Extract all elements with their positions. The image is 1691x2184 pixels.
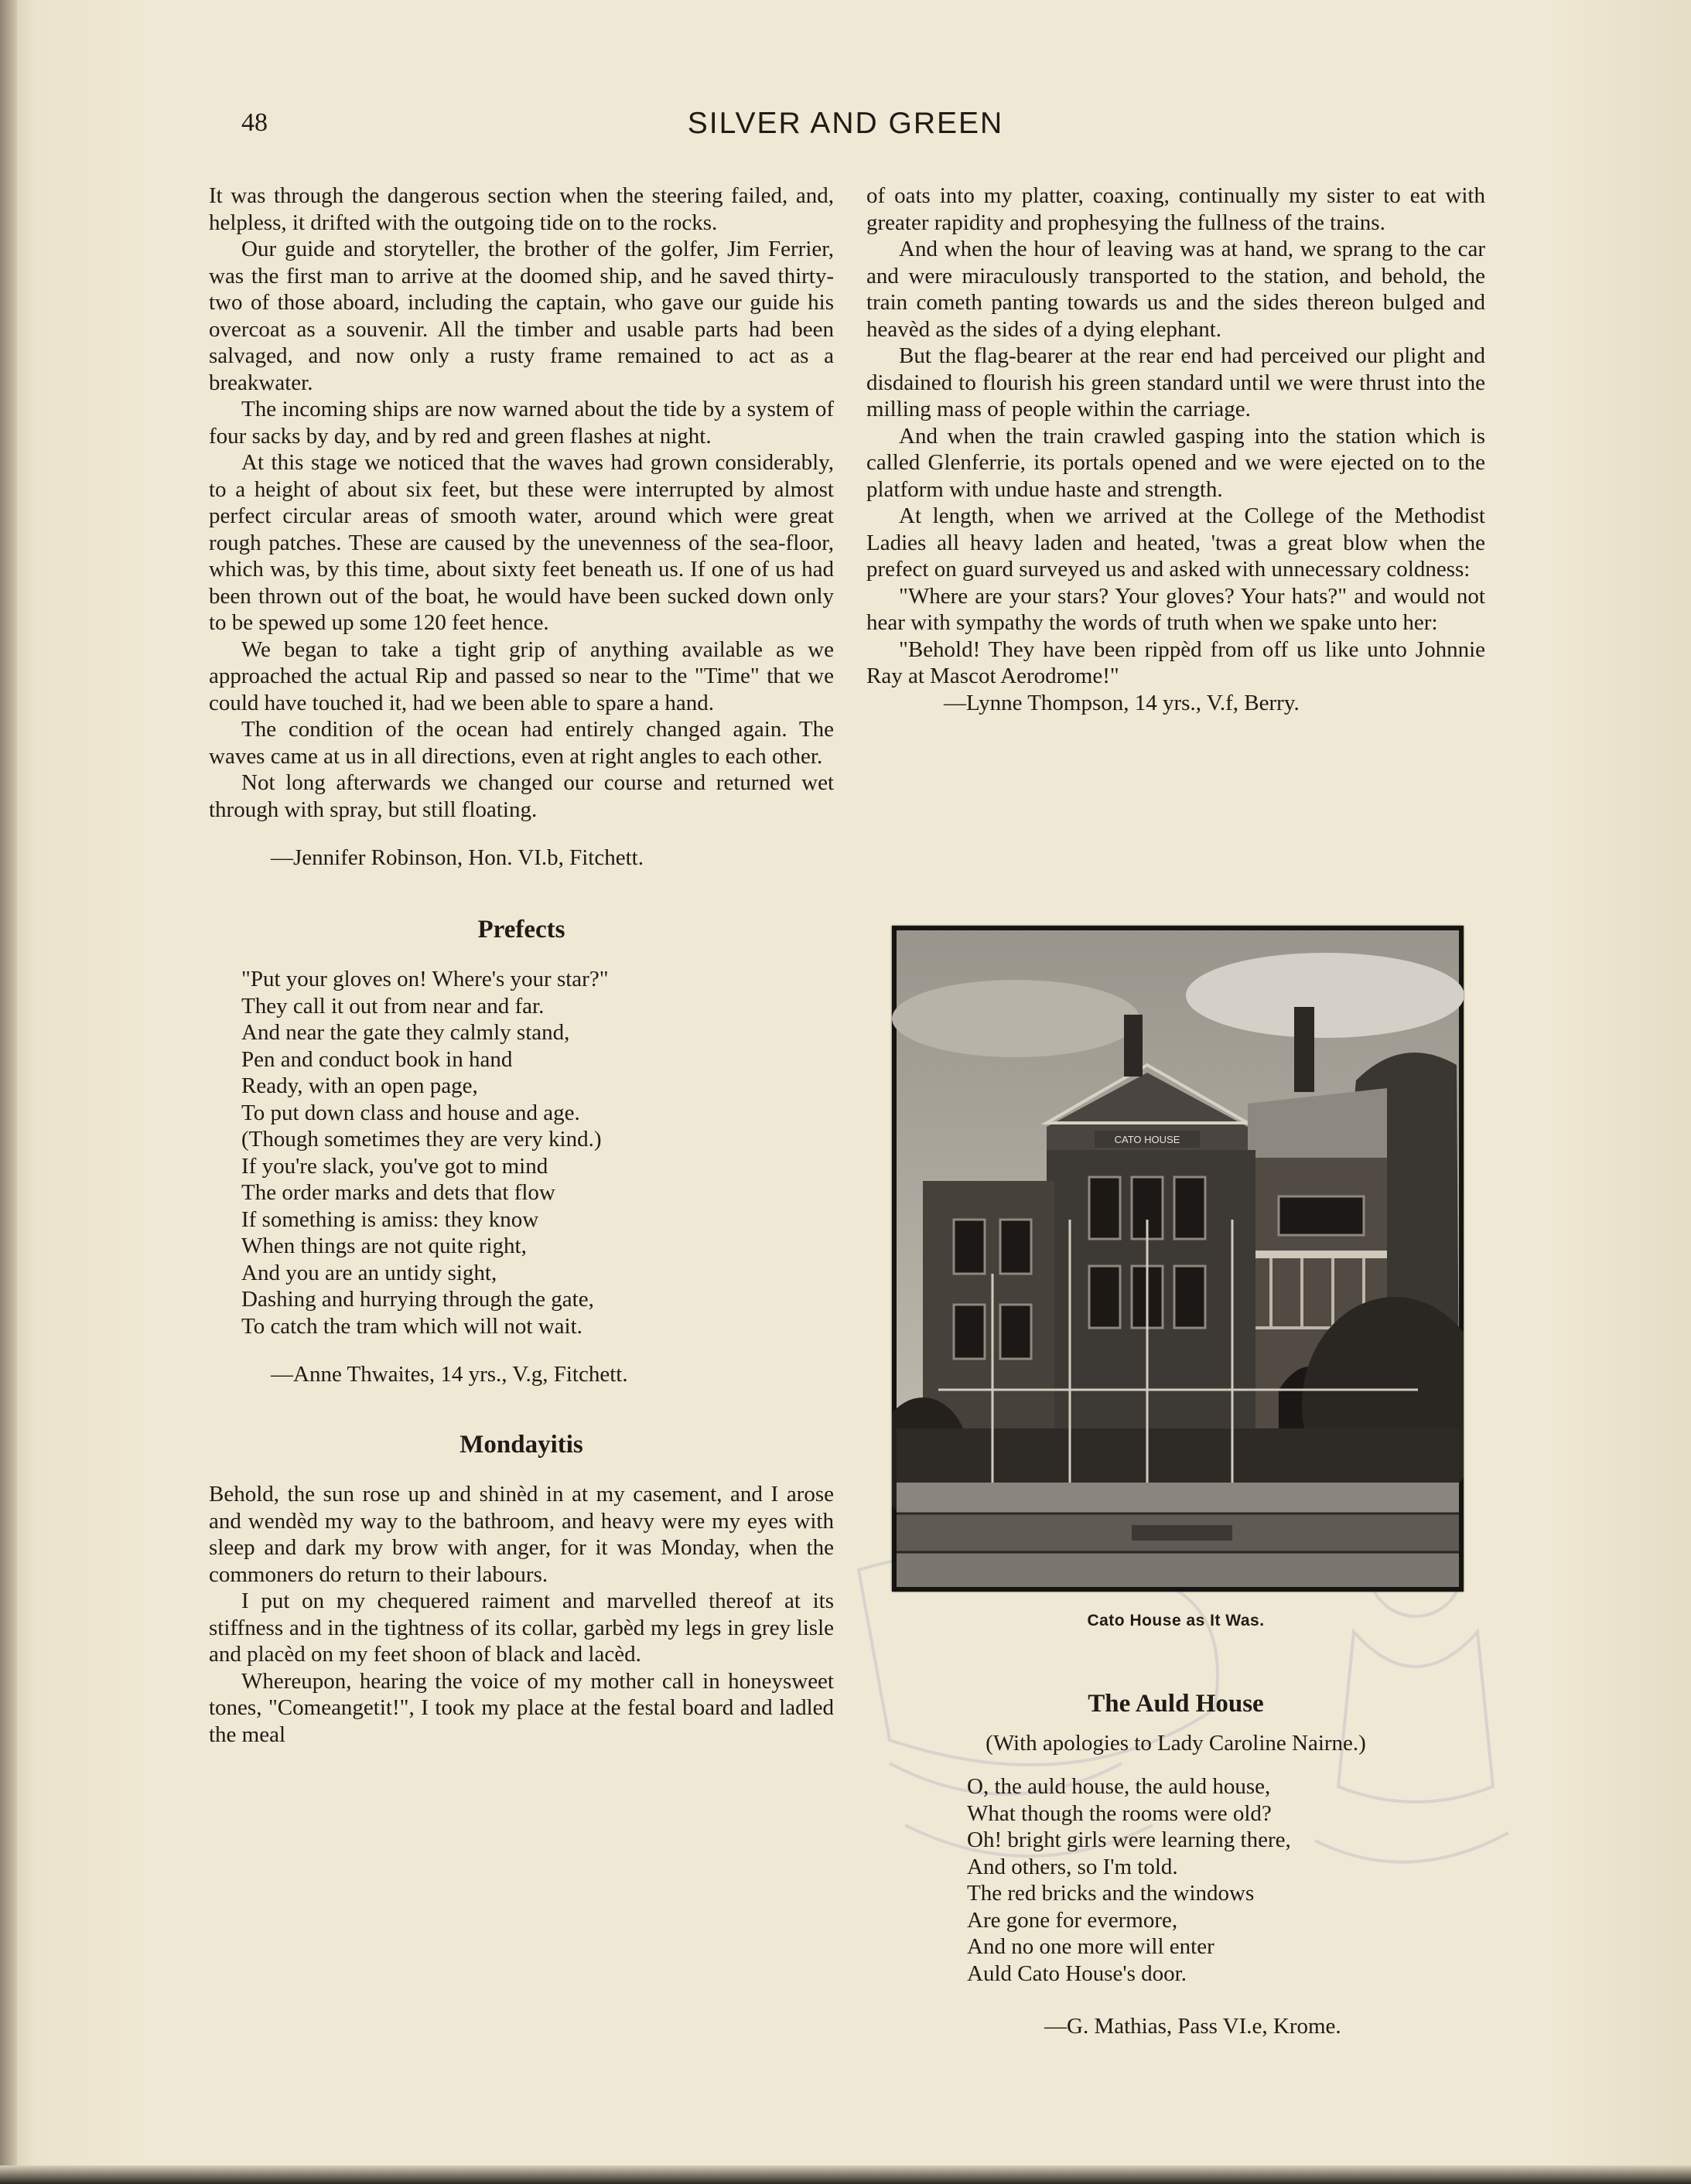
page-number: 48 — [241, 108, 268, 137]
cato-house-sign: CATO HOUSE — [1114, 1134, 1180, 1145]
prefects-title: Prefects — [477, 915, 565, 944]
auld-house-poem — [866, 1691, 1485, 2040]
poem-line: And near the gate they calmly stand, — [241, 1020, 570, 1045]
mondayitis-signature: —Lynne Thompson, 14 yrs., V.f, Berry. — [944, 690, 1300, 715]
poem-line: If you're slack, you've got to mind — [241, 1153, 548, 1179]
mondayitis-paragraph: At length, when we arrived at the College of the Methodist Ladies all heavy laden and heated, 'twas a great blow when the prefect on guard surveyed us and asked with unnecessary coldness: — [866, 503, 1485, 582]
right-column — [866, 183, 1485, 716]
mondayitis-paragraph: "Where are your stars? Your gloves? Your hats?" and would not hear with sympathy the words of truth when we spake unto her: — [866, 583, 1485, 635]
poem-line: Oh! bright girls were learning there, — [967, 1827, 1291, 1852]
page-bottom-edge — [0, 2165, 1691, 2184]
poem-line: (Though sometimes they are very kind.) — [241, 1127, 602, 1152]
mondayitis-title: Mondayitis — [459, 1430, 583, 1459]
rip-paragraph: At this stage we noticed that the waves had grown considerably, to a height of about six feet, but these were interrupted by almost perfect circular areas of smooth water, around which were great rough patches. These are caused by the unevenness of the sea-floor, which was, by this time, about sixty feet beneath us. If one of us had been thrown out of the boat, he would have been sucked down only to be spewed up some 120 feet hence. — [209, 450, 834, 635]
running-title: SILVER AND GREEN — [687, 107, 1004, 140]
rip-paragraph: The incoming ships are now warned about the tide by a system of four sacks by day, and by red and green flashes at night. — [209, 397, 834, 449]
prefects-poem — [209, 916, 834, 1388]
poem-line: "Put your gloves on! Where's your star?" — [241, 967, 609, 991]
poem-line: And no one more will enter — [967, 1934, 1214, 1959]
poem-line: They call it out from near and far. — [241, 993, 545, 1019]
mondayitis-paragraph: "Behold! They have been rippèd from off us like unto Johnnie Ray at Mascot Aerodrome!" — [866, 636, 1485, 688]
poem-line: To catch the tram which will not wait. — [241, 1313, 582, 1339]
rip-signature: —Jennifer Robinson, Hon. VI.b, Fitchett. — [271, 845, 644, 870]
photo-caption: Cato House as It Was. — [1087, 1612, 1265, 1629]
poem-line: O, the auld house, the auld house, — [967, 1774, 1271, 1799]
rip-article — [209, 183, 834, 872]
poem-line: Pen and conduct book in hand — [241, 1046, 513, 1072]
mondayitis-paragraph: Behold, the sun rose up and shinèd in at my casement, and I arose and wendèd my way to the bathroom, and heavy were my eyes with sleep and dark my brow with anger, for it was Monday, when the commoners do return to their labours. — [209, 1482, 834, 1587]
poem-line: And others, so I'm told. — [967, 1854, 1178, 1879]
poem-line: Are gone for evermore, — [967, 1907, 1178, 1933]
auld-house-lines — [967, 1773, 1485, 1987]
mondayitis-paragraph: But the flag-bearer at the rear end had perceived our plight and disdained to flourish his green standard until we were thrust into the milling mass of people within the carriage. — [866, 343, 1485, 421]
prefects-lines — [241, 966, 834, 1339]
binding-shadow — [0, 0, 17, 2184]
poem-line: To put down class and house and age. — [241, 1100, 580, 1125]
rip-paragraph: Not long afterwards we changed our course and returned wet through with spray, but still floating. — [209, 770, 834, 822]
cato-house-photo — [892, 926, 1464, 1592]
mondayitis-paragraph: of oats into my platter, coaxing, continually my sister to eat with greater rapidity and prophesying the fullness of the trains. — [866, 183, 1485, 235]
rip-paragraph: It was through the dangerous section when the steering failed, and, helpless, it drifted with the outgoing tide on to the rocks. — [209, 183, 834, 235]
poem-line: The order marks and dets that flow — [241, 1180, 555, 1205]
auld-house-signature: —G. Mathias, Pass VI.e, Krome. — [1044, 2014, 1341, 2039]
rip-paragraph: The condition of the ocean had entirely changed again. The waves came at us in all directions, even at right angles to each other. — [209, 717, 834, 769]
left-column — [209, 183, 834, 1748]
poem-line: When things are not quite right, — [241, 1234, 527, 1258]
auld-house-subtitle: (With apologies to Lady Caroline Nairne.) — [986, 1730, 1366, 1756]
prefects-signature: —Anne Thwaites, 14 yrs., V.g, Fitchett. — [271, 1362, 628, 1387]
poem-line: Ready, with an open page, — [241, 1073, 478, 1098]
mondayitis-paragraph: I put on my chequered raiment and marvelled thereof at its stiffness and in the tightness of its collar, garbèd my legs in grey lisle and placèd on my feet shoon of black and lacèd. — [209, 1589, 834, 1667]
mondayitis-paragraph: And when the train crawled gasping into the station which is called Glenferrie, its portals opened and we were ejected on to the platform with undue haste and strength. — [866, 423, 1485, 502]
poem-line: And you are an untidy sight, — [241, 1260, 497, 1285]
poem-line: Dashing and hurrying through the gate, — [241, 1287, 594, 1312]
page-header — [0, 108, 1691, 155]
poem-line: The red bricks and the windows — [967, 1881, 1255, 1906]
mondayitis-paragraph: Whereupon, hearing the voice of my mother call in honeysweet tones, "Comeangetit!", I took my place at the festal board and ladled the meal — [209, 1668, 834, 1747]
auld-house-title: The Auld House — [1088, 1690, 1264, 1718]
cato-house-illustration — [892, 926, 1464, 1592]
poem-line: If something is amiss: they know — [241, 1206, 539, 1232]
poem-line: Auld Cato House's door. — [967, 1960, 1187, 1986]
rip-paragraph: We began to take a tight grip of anything available as we approached the actual Rip and passed so near to the "Time" that we could have touched it, had we been able to spare a hand. — [209, 636, 834, 715]
poem-line: What though the rooms were old? — [967, 1800, 1272, 1826]
mondayitis-paragraph: And when the hour of leaving was at hand, we sprang to the car and were miraculously transported to the station, and behold, the train cometh panting towards us and the sides thereon bulged and heavèd as the sides of a dying elephant. — [866, 237, 1485, 342]
mondayitis-continued — [866, 183, 1485, 716]
rip-paragraph: Our guide and storyteller, the brother of the golfer, Jim Ferrier, was the first man to arrive at the doomed ship, and he saved thirty-two of those aboard, including the captain, who gave our guide his overcoat as a souvenir. All the timber and usable parts had been salvaged, and now only a rusty frame remained to act as a breakwater. — [209, 237, 834, 395]
mondayitis-article — [209, 1432, 834, 1749]
